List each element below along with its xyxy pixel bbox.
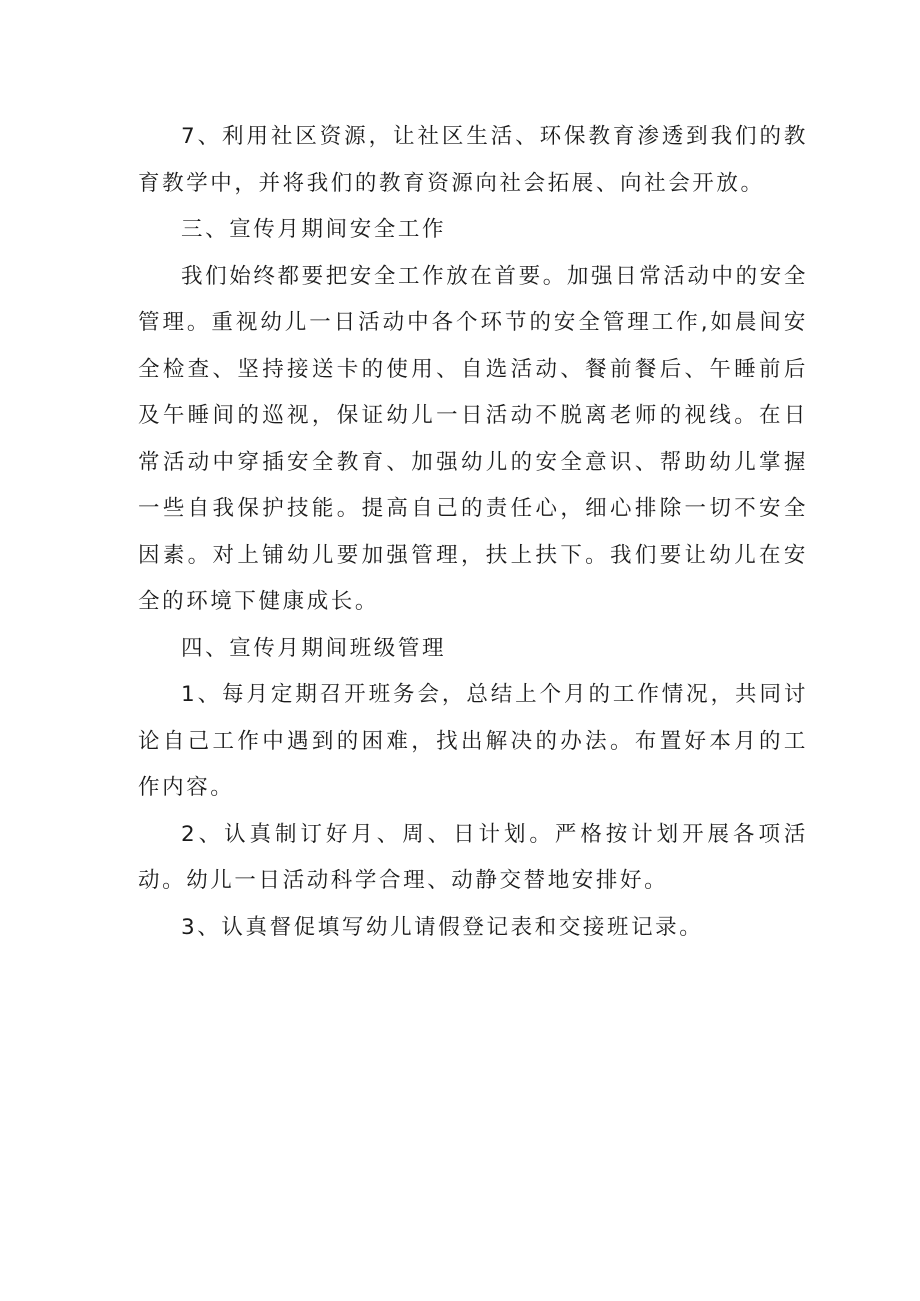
- paragraph-class-item-1: 1、每月定期召开班务会，总结上个月的工作情况，共同讨论自己工作中遇到的困难，找出解决的办法。布置好本月的工作内容。: [138, 682, 808, 800]
- section-heading-safety: 三、宣传月期间安全工作: [181, 217, 447, 242]
- paragraph-safety: 我们始终都要把安全工作放在首要。加强日常活动中的安全管理。重视幼儿一日活动中各个环节的安全管理工作,如晨间安全检查、坚持接送卡的使用、自选活动、餐前餐后、午睡前后及午睡间的巡视，保证幼儿一日活动不脱离老师的视线。在日常活动中穿插安全教育、加强幼儿的安全意识、帮助幼儿掌握一些自我保护技能。提高自己的责任心，细心排除一切不安全因素。对上铺幼儿要加强管理，扶上扶下。我们要让幼儿在安全的环境下健康成长。: [138, 263, 808, 614]
- paragraph-class-item-2: 2、认真制订好月、周、日计划。严格按计划开展各项活动。幼儿一日活动科学合理、动静交替地安排好。: [138, 821, 808, 893]
- paragraph-class-item-3: 3、认真督促填写幼儿请假登记表和交接班记录。: [181, 914, 704, 940]
- section-heading-class-management: 四、宣传月期间班级管理: [181, 635, 447, 661]
- document-page: [138, 114, 808, 951]
- paragraph-item-7: 7、利用社区资源，让社区生活、环保教育渗透到我们的教育教学中，并将我们的教育资源向社会拓展、向社会开放。: [138, 124, 808, 196]
